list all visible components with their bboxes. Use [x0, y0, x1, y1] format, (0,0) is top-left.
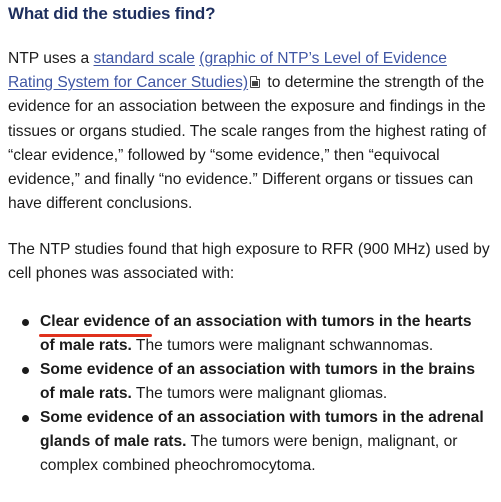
bullet-icon: [22, 367, 29, 374]
bullet-icon: [22, 319, 29, 326]
finding-bold-rest: of an association with tumors in the hearts of male rats.: [40, 313, 472, 354]
finding-bold-text: Some evidence of an association with tumors in the adrenal glands of male rats.: [40, 409, 484, 450]
list-item-finding-2: [0, 358, 501, 406]
finding-detail-text: The tumors were benign, malignant, or complex combined pheochromocytoma.: [40, 433, 458, 474]
standard-scale-link[interactable]: standard scale: [93, 50, 195, 67]
evidence-rating-graphic-link[interactable]: (graphic of NTP’s Level of Evidence Rating System for Cancer Studies): [8, 50, 447, 92]
finding-detail-text: The tumors were malignant schwannomas.: [131, 337, 434, 354]
list-item-finding-1: [0, 310, 501, 358]
paragraph-rest-text: to determine the strength of the evidence for an association between the exposure and findings in the tissues or organs studied. The scale ranges from the highest rating of “clear evidence,” followed by “some evidence,” then “equivocal evidence,” and finally “no evidence.” Different organs or tissues can have different conclusions.: [8, 74, 487, 213]
finding-detail-text: The tumors were malignant gliomas.: [131, 385, 388, 402]
paragraph-lead-text: NTP uses a: [8, 50, 94, 67]
scale-paragraph: [8, 47, 493, 216]
finding-bold-text: Some evidence of an association with tumors in the brains of male rats.: [40, 361, 475, 402]
section-heading: What did the studies find?: [8, 4, 216, 23]
pdf-file-icon: [250, 76, 260, 88]
list-item-finding-3: [0, 406, 501, 478]
findings-intro-paragraph: The NTP studies found that high exposure to RFR (900 MHz) used by cell phones was associated with:: [8, 241, 490, 283]
findings-list: [0, 310, 501, 478]
clear-evidence-highlight: Clear evidence: [40, 310, 150, 334]
bullet-icon: [22, 415, 29, 422]
